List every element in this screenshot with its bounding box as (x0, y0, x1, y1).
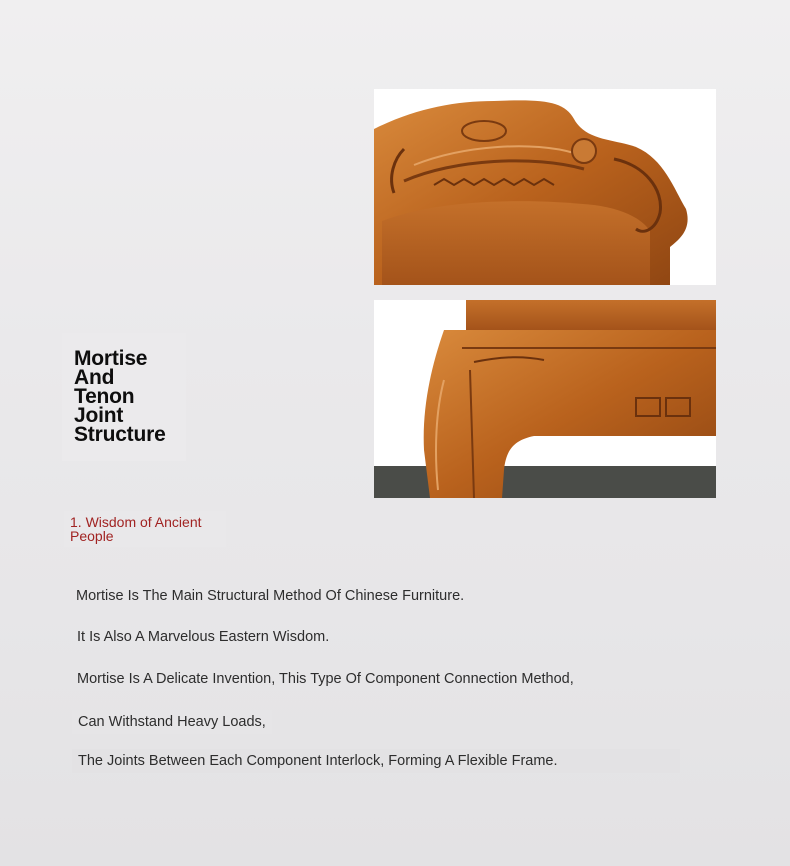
section-subtitle: 1. Wisdom of Ancient People (70, 514, 202, 544)
title-line: And (74, 366, 115, 389)
carved-chair-back-photo (374, 89, 716, 285)
body-line: It Is Also A Marvelous Eastern Wisdom. (77, 629, 330, 645)
carved-chair-back-illustration (374, 89, 716, 285)
section-title (74, 349, 186, 444)
subtitle-box (64, 511, 226, 547)
chair-leg-joint-photo (374, 300, 716, 498)
body-line: Mortise Is A Delicate Invention, This Type Of Component Connection Method, (71, 667, 580, 691)
body-line: Mortise Is The Main Structural Method Of Chinese Furniture. (76, 588, 465, 604)
title-line: Tenon (74, 385, 135, 408)
title-line: Mortise (74, 347, 148, 370)
body-line: The Joints Between Each Component Interlock, Forming A Flexible Frame. (72, 749, 680, 773)
title-line: Structure (74, 423, 166, 446)
chair-leg-joint-illustration (374, 300, 716, 498)
title-line: Joint (74, 404, 124, 427)
section-title-box (62, 333, 186, 461)
body-line: Can Withstand Heavy Loads, (72, 710, 272, 734)
